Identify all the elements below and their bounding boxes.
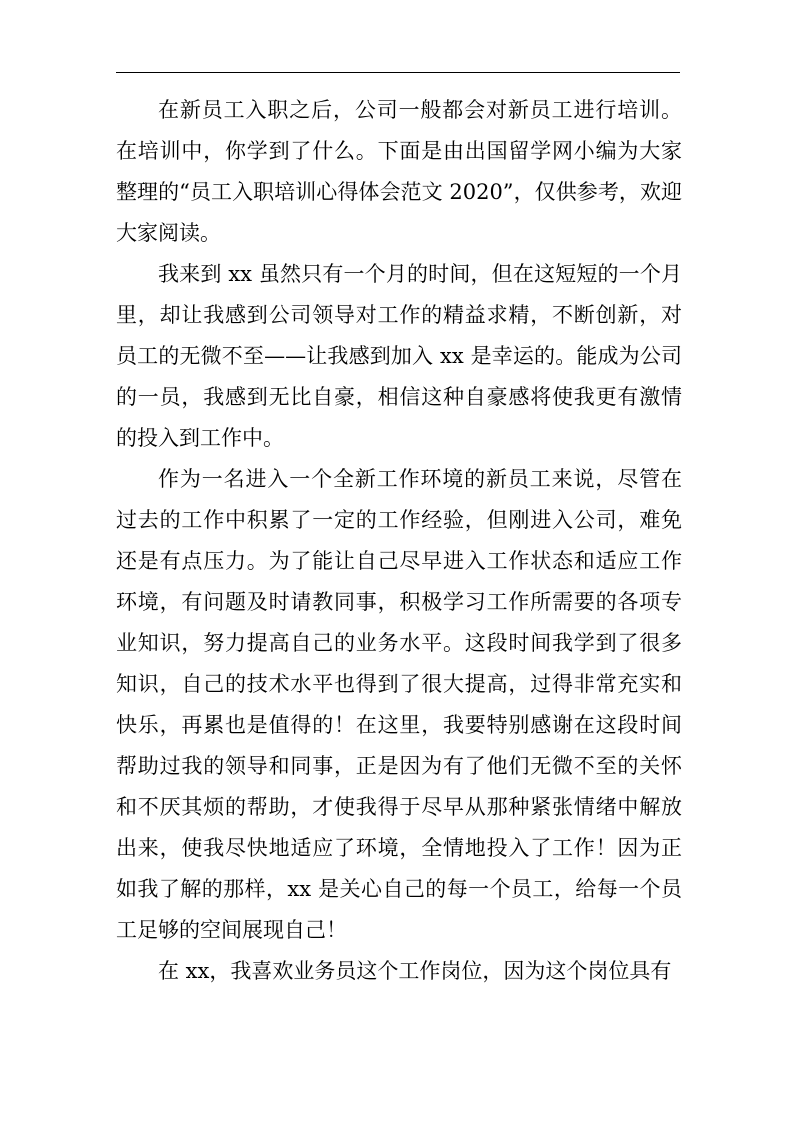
paragraph-position: 在 xx，我喜欢业务员这个工作岗位，因为这个岗位具有	[158, 959, 672, 983]
paragraph-first-month: 我来到 xx 虽然只有一个月的时间，但在这短短的一个月里，却让我感到公司领导对工作的精益求精，不断创新，对员工的无微不至——让我感到加入 xx 是幸运的。能成为公司的一员，我感到无比自豪，相信这种自豪感将使我更有激情的投入到工作中。	[116, 262, 682, 450]
paragraph-intro: 在新员工入职之后，公司一般都会对新员工进行培训。在培训中，你学到了什么。下面是由出国留学网小编为大家整理的“员工入职培训心得体会范文 2020”，仅供参考，欢迎大家阅读。	[116, 98, 682, 245]
paragraph-new-environment: 作为一名进入一个全新工作环境的新员工来说，尽管在过去的工作中积累了一定的工作经验，但刚进入公司，难免还是有点压力。为了能让自己尽早进入工作状态和适应工作环境，有问题及时请教同事，积极学习工作所需要的各项专业知识，努力提高自己的业务水平。这段时间我学到了很多知识，自己的技术水平也得到了很大提高，过得非常充实和快乐，再累也是值得的！在这里，我要特别感谢在这段时间帮助过我的领导和同事，正是因为有了他们无微不至的关怀和不厌其烦的帮助，才使我得于尽早从那种紧张情绪中解放出来，使我尽快地适应了环境，全情地投入了工作！因为正如我了解的那样，xx 是关心自己的每一个员工，给每一个员工足够的空间展现自己！	[116, 467, 682, 942]
document-body	[116, 90, 682, 992]
header-rule	[116, 72, 680, 73]
